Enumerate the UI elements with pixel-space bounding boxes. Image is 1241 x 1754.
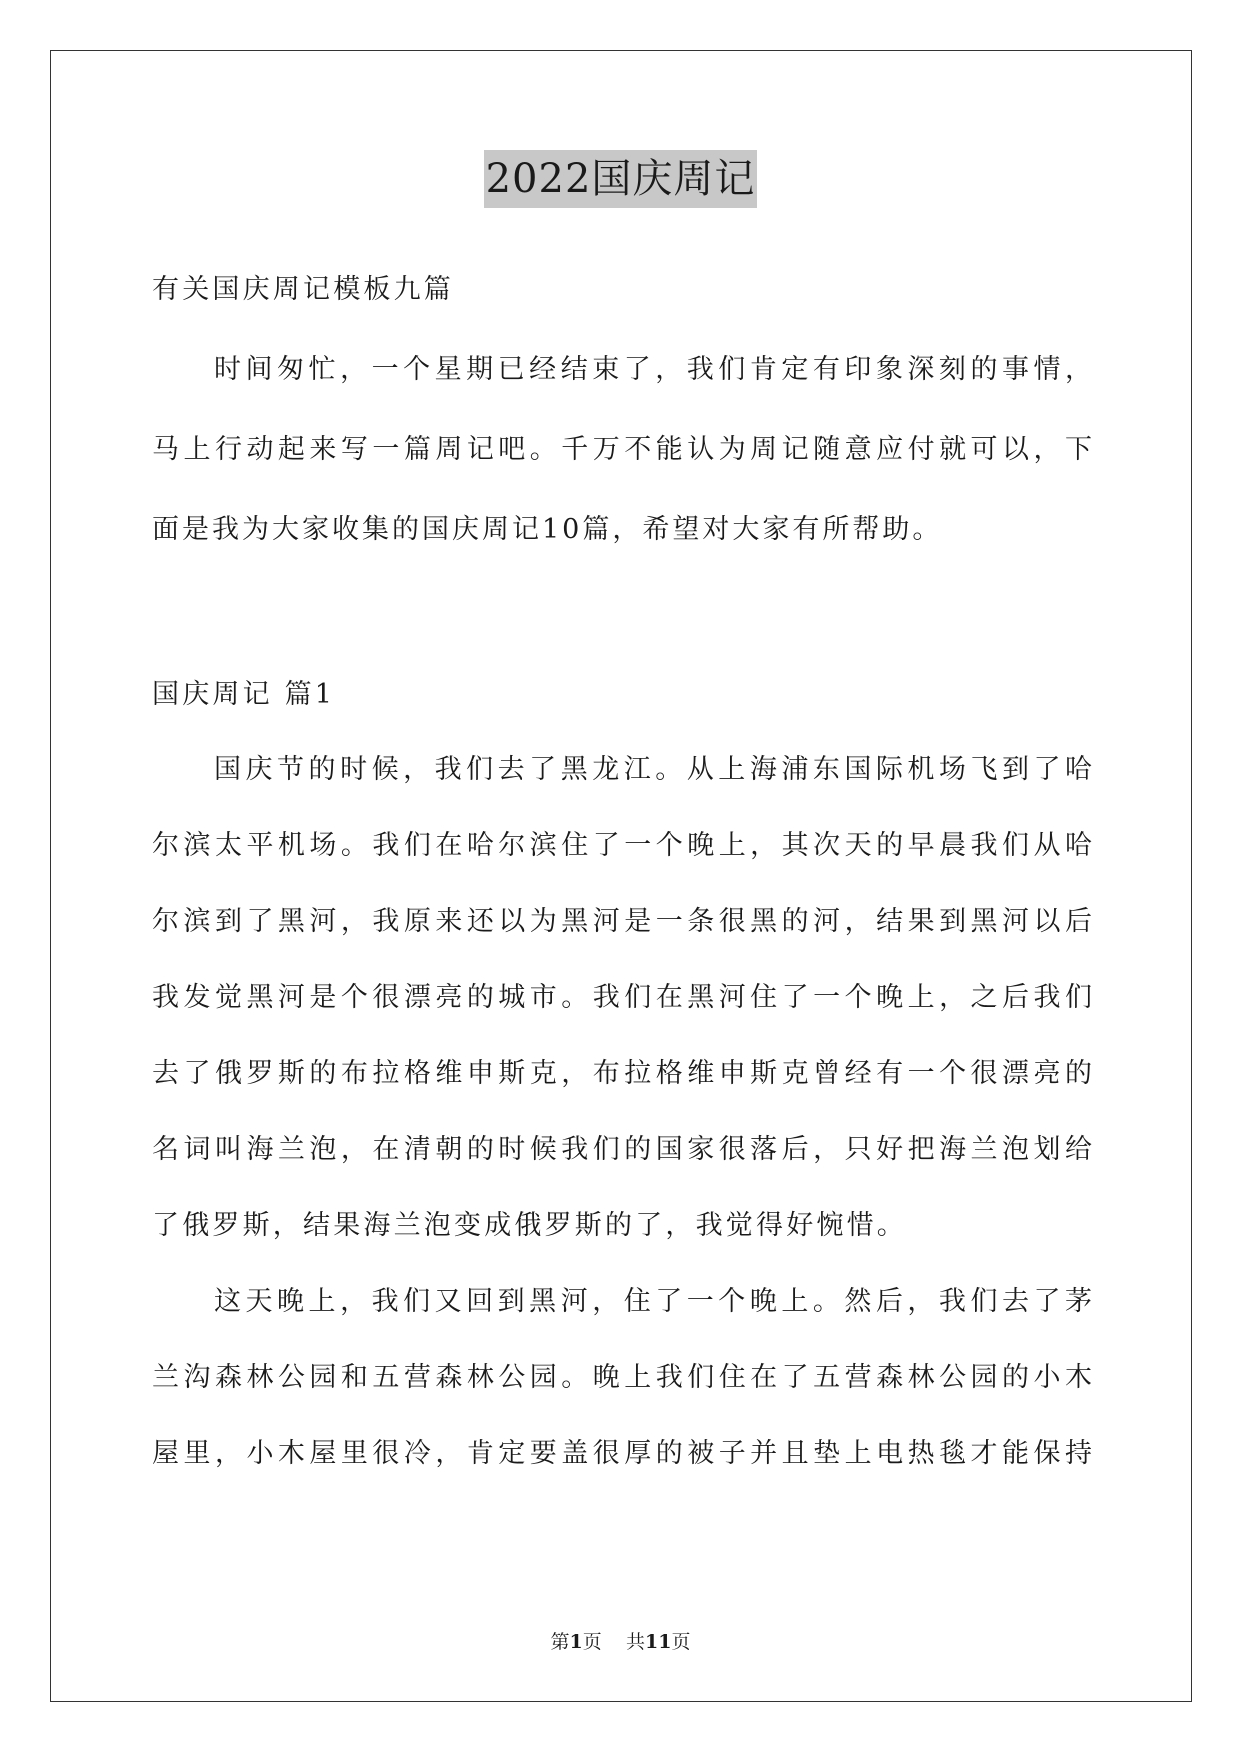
- paragraph-line: 了俄罗斯，结果海兰泡变成俄罗斯的了，我觉得好惋惜。: [152, 1210, 907, 1241]
- title-container: [0, 150, 1241, 208]
- paragraph-line: 国庆节的时候，我们去了黑龙江。从上海浦东国际机场飞到了哈: [214, 754, 1092, 785]
- paragraph-line: 这天晚上，我们又回到黑河，住了一个晚上。然后，我们去了茅: [214, 1286, 1092, 1317]
- page-number: 1: [569, 1631, 583, 1653]
- paragraph-line: 尔滨太平机场。我们在哈尔滨住了一个晚上，其次天的早晨我们从哈: [152, 830, 1092, 861]
- total-suffix: 页: [671, 1631, 691, 1653]
- paragraph-line: 兰沟森林公园和五营森林公园。晚上我们住在了五营森林公园的小木: [152, 1362, 1092, 1393]
- paragraph-line: 名词叫海兰泡，在清朝的时候我们的国家很落后，只好把海兰泡划给: [152, 1134, 1092, 1165]
- document-title: 2022国庆周记: [484, 150, 758, 208]
- total-prefix: 共: [625, 1631, 645, 1653]
- page-suffix: 页: [582, 1631, 602, 1653]
- page-prefix: 第: [550, 1631, 570, 1653]
- paragraph-line: 屋里，小木屋里很冷，肯定要盖很厚的被子并且垫上电热毯才能保持: [152, 1438, 1092, 1469]
- intro-line: 面是我为大家收集的国庆周记10篇，希望对大家有所帮助。: [152, 514, 943, 545]
- intro-line: 马上行动起来写一篇周记吧。千万不能认为周记随意应付就可以，下: [152, 434, 1092, 465]
- paragraph-line: 我发觉黑河是个很漂亮的城市。我们在黑河住了一个晚上，之后我们: [152, 982, 1092, 1013]
- page-footer: [0, 1630, 1241, 1654]
- section-heading: 国庆周记 篇1: [152, 679, 336, 710]
- paragraph-line: 去了俄罗斯的布拉格维申斯克，布拉格维申斯克曾经有一个很漂亮的: [152, 1058, 1092, 1089]
- total-pages: 11: [644, 1631, 672, 1653]
- paragraph-line: 尔滨到了黑河，我原来还以为黑河是一条很黑的河，结果到黑河以后: [152, 906, 1092, 937]
- document-subtitle: 有关国庆周记模板九篇: [152, 274, 454, 305]
- intro-line: 时间匆忙，一个星期已经结束了，我们肯定有印象深刻的事情，: [214, 354, 1092, 385]
